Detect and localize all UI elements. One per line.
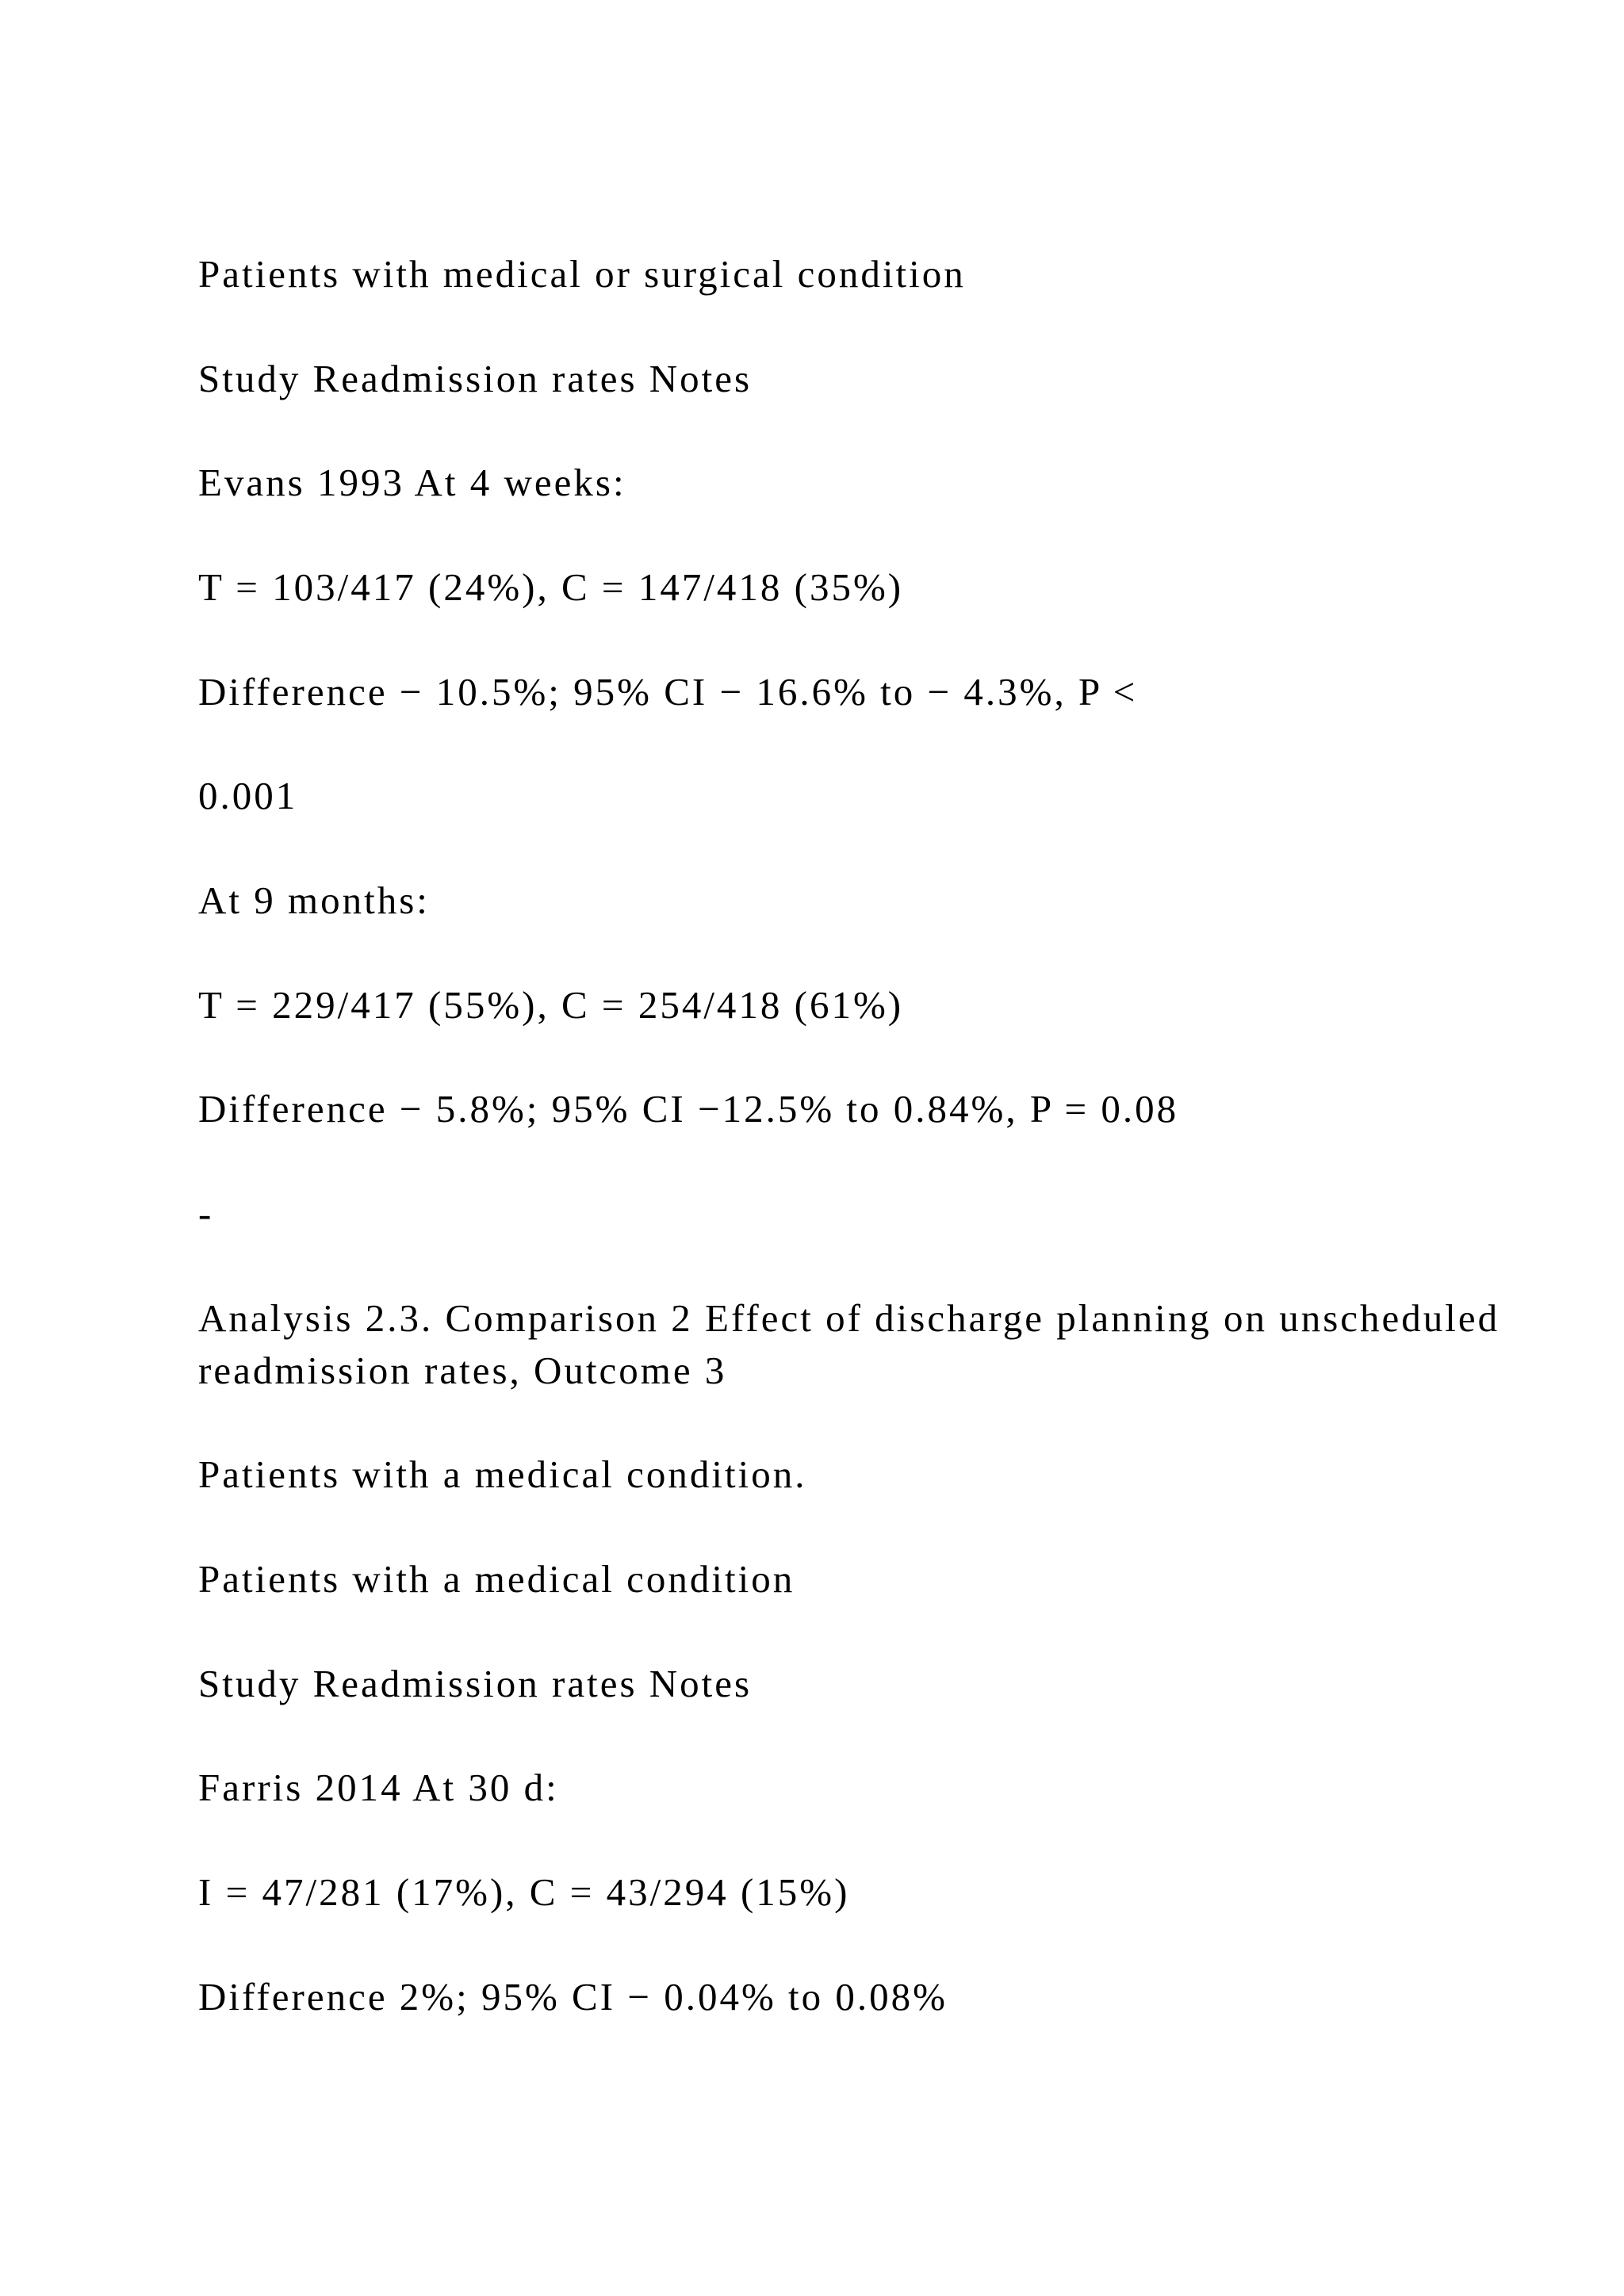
analysis-title: Analysis 2.3. Comparison 2 Effect of discharge planning on unscheduled readmission rates, Outcome 3 xyxy=(198,1296,1512,1392)
table-header: Study Readmission rates Notes xyxy=(198,357,753,400)
result-line: 0.001 xyxy=(198,774,298,817)
table-header: Study Readmission rates Notes xyxy=(198,1662,753,1705)
result-line: I = 47/281 (17%), C = 43/294 (15%) xyxy=(198,1870,850,1914)
result-line: Difference − 10.5%; 95% CI − 16.6% to − 4.3%, P < xyxy=(198,670,1138,714)
timepoint-label: At 9 months: xyxy=(198,878,430,922)
study-row-evans-1993: Evans 1993 At 4 weeks: xyxy=(198,461,626,504)
section-heading-medical-or-surgical: Patients with medical or surgical condition xyxy=(198,252,966,296)
section-heading-medical: Patients with a medical condition xyxy=(198,1557,795,1601)
result-line: T = 103/417 (24%), C = 147/418 (35%) xyxy=(198,565,904,609)
result-line: Difference − 5.8%; 95% CI −12.5% to 0.84%, P = 0.08 xyxy=(198,1087,1179,1131)
population-label: Patients with a medical condition. xyxy=(198,1452,807,1496)
study-row-farris-2014: Farris 2014 At 30 d: xyxy=(198,1766,559,1809)
separator-dash: - xyxy=(198,1192,214,1235)
result-line: T = 229/417 (55%), C = 254/418 (61%) xyxy=(198,983,904,1027)
result-line: Difference 2%; 95% CI − 0.04% to 0.08% xyxy=(198,1975,948,2019)
